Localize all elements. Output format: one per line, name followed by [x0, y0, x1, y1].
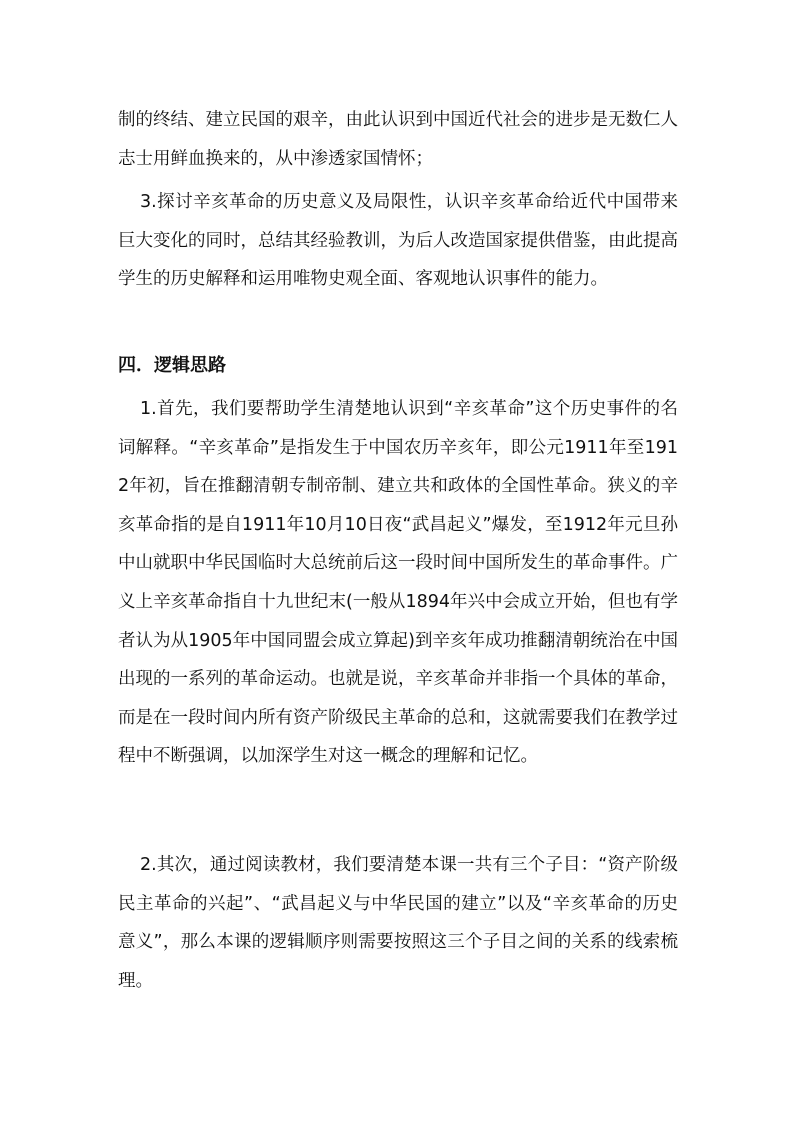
paragraph-continuation: 制的终结、建立民国的艰辛，由此认识到中国近代社会的进步是无数仁人志士用鲜血换来的，从中渗透家国情怀； [118, 110, 678, 169]
logic-point-2: 2.其次，通过阅读教材，我们要清楚本课一共有三个子目：“资产阶级民主革命的兴起”、“武昌起义与中华民国的建立”以及“辛亥革命的历史意义”，那么本课的逻辑顺序则需要按照这三个子目之间的关系的线索梳理。 [118, 855, 678, 991]
section-heading: 四．逻辑思路 [118, 355, 226, 376]
logic-point-1: 1.首先，我们要帮助学生清楚地认识到“辛亥革命”这个历史事件的名词解释。“辛亥革命”是指发生于中国农历辛亥年，即公元1911年至1912年初，旨在推翻清朝专制帝制、建立共和政体的全国性革命。狭义的辛亥革命指的是自1911年10月10日夜“武昌起义”爆发，至1912年元旦孙中山就职中华民国临时大总统前后这一段时间中国所发生的革命事件。广义上辛亥革命指自十九世纪末(一般从1894年兴中会成立开始，但也有学者认为从1905年中国同盟会成立算起)到辛亥年成功推翻清朝统治在中国出现的一系列的革命运动。也就是说，辛亥革命并非指一个具体的革命，而是在一段时间内所有资产阶级民主革命的总和，这就需要我们在教学过程中不断强调，以加深学生对这一概念的理解和记忆。 [118, 399, 678, 767]
objective-item-3: 3.探讨辛亥革命的历史意义及局限性，认识辛亥革命给近代中国带来巨大变化的同时，总结其经验教训，为后人改造国家提供借鉴，由此提高学生的历史解释和运用唯物史观全面、客观地认识事件的能力。 [118, 192, 678, 290]
